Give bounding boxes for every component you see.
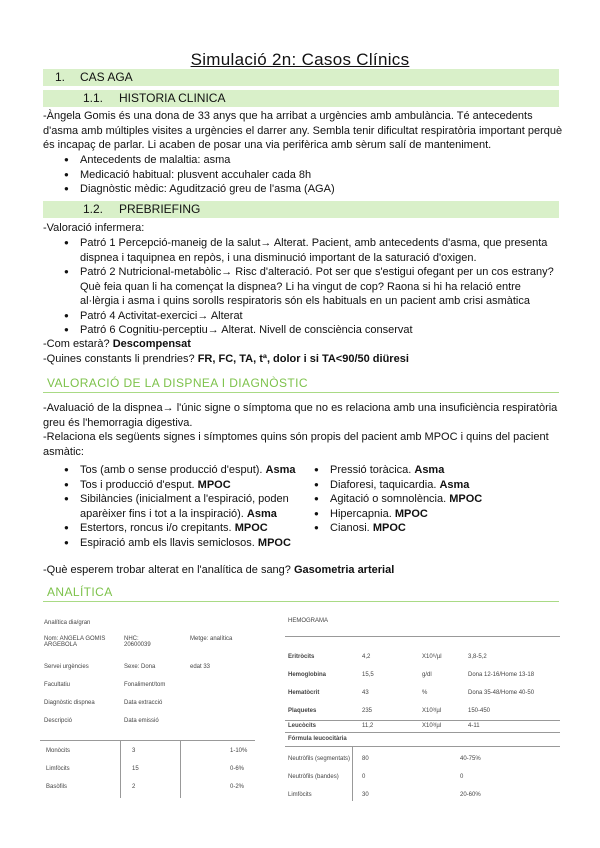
emission-date: Data emissió: [124, 718, 159, 724]
section-bar-prebriefing: [43, 201, 559, 218]
list-item: ● Patró 2 Nutricional-metabòlic→ Risc d'alteració. Pot ser que s'estigui ofegant per un cos estrany? Què feia quan li ha començat la dispnea? Li ha vingut de cop? Raona si hi ha relació entre al·lèrgia i asma i quins sorolls respiratoris són els habituals en un pacient amb crisi asmàtica: [58, 265, 563, 309]
lab-cell: Dona 35-48/Home 40-50: [468, 690, 535, 696]
list-item: ● Medicació habitual: plusvent accuhaler cada 8h: [58, 168, 563, 183]
table-rule: [180, 740, 181, 798]
lab-cell: 15,5: [362, 672, 374, 678]
lab-cell: Dona 12-16/Home 13-18: [468, 672, 535, 678]
subsection-label: HISTORIA CLINICA: [119, 91, 226, 105]
table-rule: [285, 720, 560, 721]
table-rule: [285, 732, 560, 733]
answer-text: FR, FC, TA, tª, dolor i si TA<90/50 diüresi: [197, 353, 409, 365]
question-constants: [43, 352, 409, 367]
patient-nhc: NHC: 20600039: [124, 636, 151, 648]
list-item: ● Diaforesi, taquicardia. Asma: [308, 478, 563, 493]
list-item: ● Tos i producció d'esput. MPOC: [58, 478, 298, 493]
page-title: Simulació 2n: Casos Clínics: [190, 50, 410, 69]
lab-cell: 30: [362, 792, 369, 798]
lab-cell: 4-11: [468, 723, 480, 729]
subsection-number: 1.1.: [83, 91, 104, 105]
signs-list-right: [308, 463, 563, 536]
lab-cell: 2: [132, 784, 136, 790]
lab-cell: 0: [460, 774, 464, 780]
lab-cell: X10⁶/µl: [422, 654, 442, 660]
table-rule: [285, 636, 560, 637]
lab-cell: X10³/µl: [422, 723, 442, 729]
list-item: ● Sibilàncies (inicialment a l'espiració, poden aparèixer fins i tot a la inspiració). Asma: [58, 492, 298, 521]
table-rule: [352, 746, 353, 801]
table-rule: [40, 740, 255, 741]
lab-cell: 3,8-5,2: [468, 654, 487, 660]
section-heading-valoracio: VALORACIÓ DE LA DISPNEA I DIAGNÒSTIC: [47, 376, 308, 390]
list-item: ● Patró 6 Cognitiu-perceptiu→ Alterat. Nivell de consciència conservat: [58, 323, 563, 338]
list-item: ● Patró 4 Activitat-exercici→ Alterat: [58, 309, 563, 324]
table-rule: [120, 740, 121, 798]
answer-text: Gasometria arterial: [293, 564, 395, 576]
lab-cell: Monòcits: [46, 748, 71, 754]
subsection-label: PREBRIEFING: [119, 202, 201, 216]
patient-fonaliment: Fonaliment/tom: [124, 682, 166, 688]
question-text: -Què esperem trobar alterat en l'analítica de sang?: [43, 564, 291, 576]
section-heading-analitica: ANALÍTICA: [47, 585, 113, 599]
lab-cell: Neutròfils (bandes): [288, 774, 339, 780]
lab-cell: 43: [362, 690, 369, 696]
signs-list-left: [58, 463, 298, 550]
formula-title: Fórmula leucocitària: [288, 736, 347, 742]
lab-cell: 235: [362, 708, 373, 714]
list-item: ● Hipercapnia. MPOC: [308, 507, 563, 522]
patient-diagnosis: Diagnòstic dispnea: [44, 700, 95, 706]
lab-cell: Hematòcrit: [288, 690, 320, 696]
patient-name: Nom: ANGELA GOMIS ARGEBOLA: [44, 636, 106, 648]
list-item: ● Espiració amb els llavis semiclosos. MPOC: [58, 536, 298, 551]
lab-cell: Leucòcits: [288, 723, 317, 729]
section-bar-cas: [43, 69, 559, 86]
lab-cell: 15: [132, 766, 139, 772]
historia-list: [58, 153, 563, 197]
list-item: ● Patró 1 Percepció-maneig de la salut→ Alterat. Pacient, amb antecedents d'asma, que presenta dispnea i taquipnea en repòs, i una disminució important de la saturació d'oxigen.: [58, 236, 563, 265]
lab-cell: Plaquetes: [288, 708, 317, 714]
list-item: ● Estertors, roncus i/o crepitants. MPOC: [58, 521, 298, 536]
question-text: -Quines constants li prendries?: [43, 353, 195, 365]
lab-cell: Eritròcits: [288, 654, 315, 660]
lab-cell: 0: [362, 774, 366, 780]
answer-text: Descompensat: [112, 338, 191, 350]
lab-cell: 150-450: [468, 708, 491, 714]
lab-cell: Limfòcits: [46, 766, 70, 772]
lab-cell: 4,2: [362, 654, 371, 660]
list-item: ● Antecedents de malaltia: asma: [58, 153, 563, 168]
patient-facultatiu: Facultatiu: [44, 682, 71, 688]
extraction-date: Data extracció: [124, 700, 163, 706]
question-com-estara: [43, 337, 191, 352]
table-rule: [285, 746, 560, 747]
lab-cell: 3: [132, 748, 136, 754]
patient-doctor: Metge: analítica: [190, 636, 233, 642]
lab-report-image: [40, 606, 560, 828]
valoracio-paragraph-2: -Relaciona els següents signes i símptomes quins són propis del pacient amb MPOC i quins del pacient asmàtic:: [43, 431, 549, 458]
lab-cell: 0-2%: [230, 784, 245, 790]
patient-description: Descripció: [44, 718, 73, 724]
section-bar-historia: [43, 90, 559, 107]
subsection-number: 1.2.: [83, 202, 104, 216]
lab-cell: 80: [362, 756, 369, 762]
valoracio-paragraph-1: -Avaluació de la dispnea→ l'únic signe o símptoma que no es relaciona amb una insuficiència respiratòria greu és l'hemorragia digestiva.: [43, 402, 558, 429]
list-item: ● Cianosi. MPOC: [308, 521, 563, 536]
prebriefing-intro: -Valoració infermera:: [43, 222, 145, 234]
list-item: ● Tos (amb o sense producció d'esput). Asma: [58, 463, 298, 478]
lab-cell: 0-6%: [230, 766, 245, 772]
lab-cell: 20-60%: [460, 792, 481, 798]
lab-cell: Limfòcits: [288, 792, 312, 798]
question-analitica: [43, 563, 394, 578]
lab-report-title: Analítica dia/gran: [44, 620, 91, 626]
section-divider: [43, 601, 559, 602]
section-label: CAS AGA: [80, 70, 133, 84]
list-item: ● Agitació o somnolència. MPOC: [308, 492, 563, 507]
list-item: ● Pressió toràcica. Asma: [308, 463, 563, 478]
patient-sex: Sexe: Dona: [124, 664, 156, 670]
historia-text: -Àngela Gomis és una dona de 33 anys que ha arribat a urgències amb ambulància. Té antecedents d'asma amb múltiples visites a urgències el darrer any. Sembla tenir dificultat respiratòria important perquè és incapaç de parlar. Li acaben de posar una via perifèrica amb sèrum salí de manteniment.: [43, 110, 563, 151]
question-text: -Com estarà?: [43, 338, 110, 350]
section-divider: [43, 392, 559, 393]
lab-cell: 40-75%: [460, 756, 481, 762]
patient-service: Servei urgències: [44, 664, 89, 670]
lab-cell: g/dl: [422, 672, 432, 678]
patient-age: edat 33: [190, 664, 211, 670]
prebriefing-list: [58, 236, 563, 338]
list-item: ● Diagnòstic mèdic: Agudització greu de l'asma (AGA): [58, 182, 563, 197]
lab-cell: %: [422, 690, 428, 696]
lab-cell: Basòfils: [46, 784, 68, 790]
lab-cell: Hemoglobina: [288, 672, 327, 678]
lab-cell: Neutròfils (segmentats): [288, 756, 351, 762]
lab-cell: 11,2: [362, 723, 374, 729]
section-number: 1.: [55, 70, 66, 84]
lab-cell: 1-10%: [230, 748, 248, 754]
hemograma-title: HEMOGRAMA: [288, 618, 329, 624]
lab-cell: X10³/µl: [422, 708, 442, 714]
